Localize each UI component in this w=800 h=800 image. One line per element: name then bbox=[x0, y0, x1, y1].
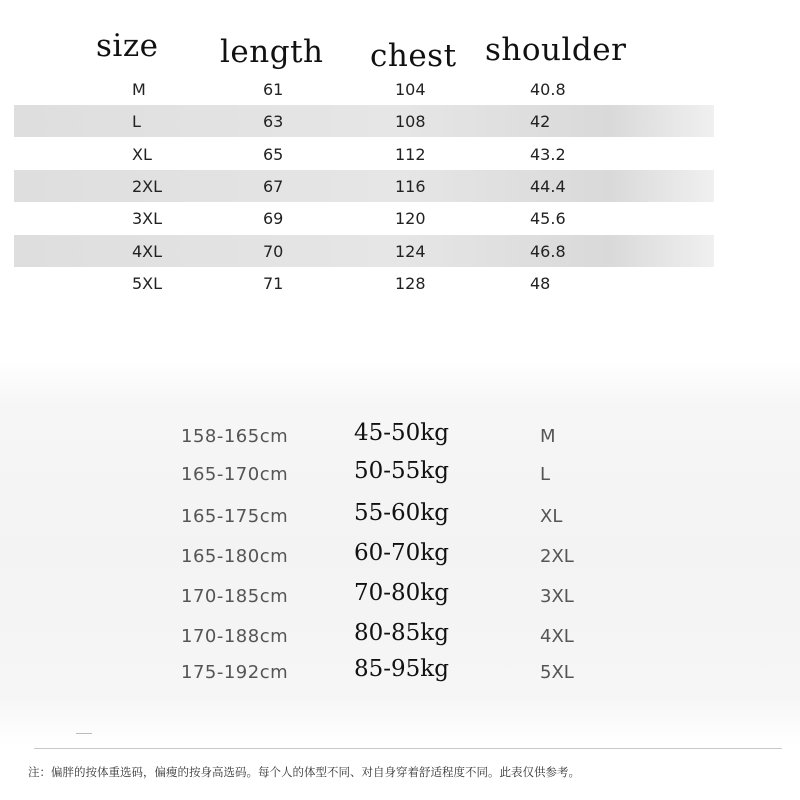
cell-chest: 116 bbox=[395, 177, 426, 196]
table-row bbox=[14, 202, 714, 234]
cell-chest: 124 bbox=[395, 242, 426, 261]
cell-chest: 120 bbox=[395, 209, 426, 228]
cell-shoulder: 46.8 bbox=[530, 242, 566, 261]
cell-shoulder: 40.8 bbox=[530, 80, 566, 99]
cell-size: L bbox=[132, 112, 141, 131]
table-row bbox=[0, 656, 800, 692]
weight-range: 55-60kg bbox=[354, 500, 449, 526]
height-weight-table bbox=[0, 360, 800, 745]
table-row bbox=[0, 540, 800, 576]
cell-length: 65 bbox=[263, 145, 284, 164]
table-row bbox=[14, 138, 714, 170]
table-row bbox=[0, 580, 800, 616]
cell-size: XL bbox=[132, 145, 152, 164]
table-row bbox=[0, 620, 800, 656]
cell-chest: 128 bbox=[395, 274, 426, 293]
weight-range: 45-50kg bbox=[354, 420, 449, 446]
table-row bbox=[14, 73, 714, 105]
weight-range: 85-95kg bbox=[354, 656, 449, 682]
cell-length: 61 bbox=[263, 80, 284, 99]
cell-size: 5XL bbox=[132, 274, 163, 293]
recommended-size: 5XL bbox=[540, 662, 574, 683]
table-row bbox=[14, 267, 714, 299]
cell-length: 63 bbox=[263, 112, 284, 131]
cell-size: M bbox=[132, 80, 146, 99]
cell-chest: 112 bbox=[395, 145, 426, 164]
cell-chest: 108 bbox=[395, 112, 426, 131]
cell-size: 2XL bbox=[132, 177, 163, 196]
table-row bbox=[14, 105, 714, 137]
table-row bbox=[14, 170, 714, 202]
header-chest: chest bbox=[370, 38, 457, 74]
table-row bbox=[0, 500, 800, 536]
footnote-text: 注：偏胖的按体重选码，偏瘦的按身高选码。每个人的体型不同、对自身穿着舒适程度不同。此表仅供参考。 bbox=[28, 765, 580, 779]
cell-length: 67 bbox=[263, 177, 284, 196]
decorative-mark bbox=[76, 733, 92, 734]
height-range: 165-170cm bbox=[181, 464, 289, 485]
table-row bbox=[0, 420, 800, 456]
footnote-divider bbox=[34, 748, 782, 749]
weight-range: 50-55kg bbox=[354, 458, 449, 484]
cell-length: 69 bbox=[263, 209, 284, 228]
recommended-size: 4XL bbox=[540, 626, 574, 647]
height-range: 158-165cm bbox=[181, 426, 289, 447]
height-range: 175-192cm bbox=[181, 662, 289, 683]
cell-shoulder: 45.6 bbox=[530, 209, 566, 228]
cell-shoulder: 42 bbox=[530, 112, 551, 131]
recommended-size: M bbox=[540, 426, 556, 447]
weight-range: 60-70kg bbox=[354, 540, 449, 566]
table-row bbox=[0, 458, 800, 494]
table-row bbox=[14, 235, 714, 267]
recommended-size: L bbox=[540, 464, 551, 485]
cell-chest: 104 bbox=[395, 80, 426, 99]
weight-range: 80-85kg bbox=[354, 620, 449, 646]
header-size: size bbox=[96, 28, 159, 64]
height-range: 170-188cm bbox=[181, 626, 289, 647]
cell-size: 3XL bbox=[132, 209, 163, 228]
height-range: 165-175cm bbox=[181, 506, 289, 527]
cell-shoulder: 44.4 bbox=[530, 177, 566, 196]
cell-shoulder: 43.2 bbox=[530, 145, 566, 164]
recommended-size: 3XL bbox=[540, 586, 574, 607]
weight-range: 70-80kg bbox=[354, 580, 449, 606]
recommended-size: XL bbox=[540, 506, 563, 527]
cell-length: 70 bbox=[263, 242, 284, 261]
recommended-size: 2XL bbox=[540, 546, 574, 567]
cell-shoulder: 48 bbox=[530, 274, 551, 293]
height-range: 170-185cm bbox=[181, 586, 289, 607]
height-range: 165-180cm bbox=[181, 546, 289, 567]
cell-length: 71 bbox=[263, 274, 284, 293]
header-shoulder: shoulder bbox=[485, 32, 627, 68]
cell-size: 4XL bbox=[132, 242, 163, 261]
header-length: length bbox=[220, 34, 324, 70]
